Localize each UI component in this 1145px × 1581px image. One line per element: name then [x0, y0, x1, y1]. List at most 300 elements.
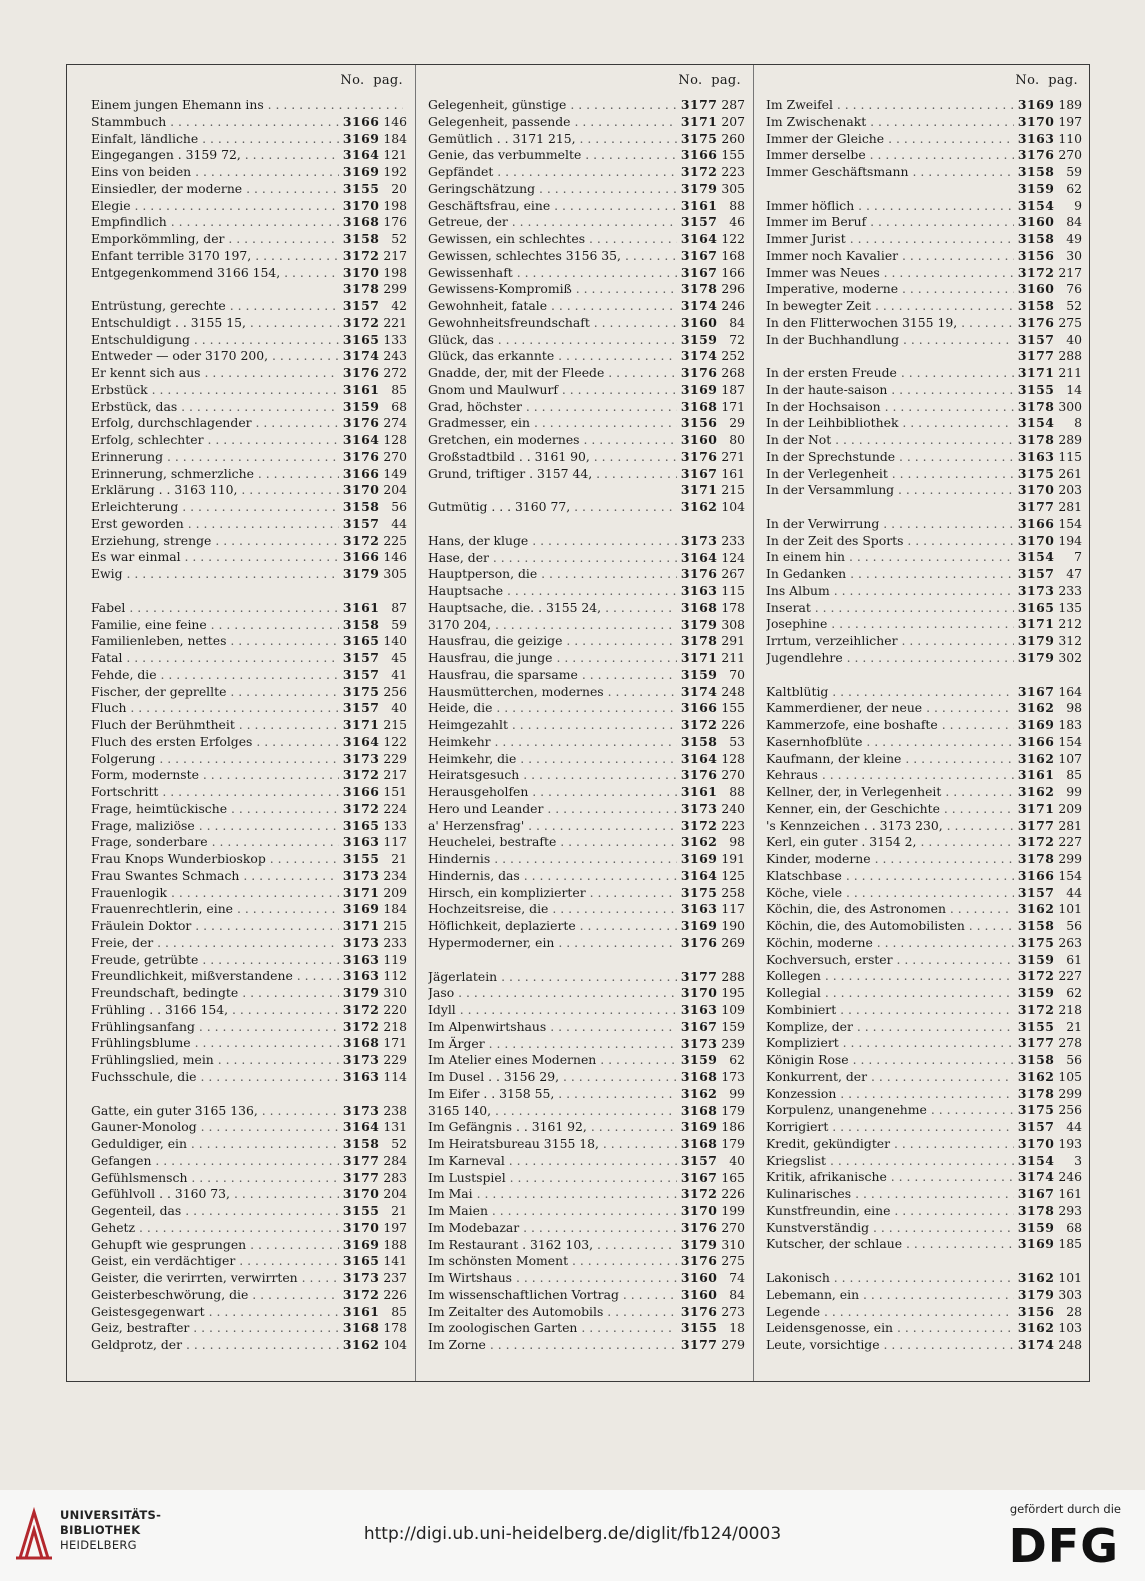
index-entry: [428, 1287, 745, 1304]
issue-number: 3164: [680, 549, 718, 565]
entry-reference: [677, 1320, 745, 1337]
entry-title: In der Sprechstunde . . .: [766, 449, 1014, 466]
entry-reference: [339, 181, 407, 198]
entry-title: Im Mai . . .: [428, 1186, 677, 1203]
page-number: 20: [379, 180, 407, 196]
entry-title: Immer noch Kavalier . . .: [766, 248, 1014, 265]
page-number: 193: [1054, 1135, 1082, 1151]
issue-number: 3176: [680, 566, 718, 582]
page-number: 179: [717, 1136, 745, 1151]
entry-reference: [677, 97, 745, 114]
entry-title: Fatal . . .: [91, 650, 339, 667]
index-entry: [91, 868, 407, 885]
library-name-line: BIBLIOTHEK: [60, 1523, 141, 1537]
entry-title: Einsiedler, der moderne . . .: [91, 181, 339, 198]
entry-reference: [677, 1136, 745, 1153]
index-entry: [766, 1220, 1082, 1237]
entry-title: Kombiniert . . .: [766, 1002, 1014, 1019]
page-number: 161: [1054, 1186, 1082, 1201]
index-entry: [428, 466, 745, 483]
entry-reference: [677, 734, 745, 751]
issue-number: 3179: [342, 566, 380, 581]
issue-number: 3171: [680, 113, 718, 129]
entry-reference: [677, 684, 745, 701]
entry-title: Frauenrechtlerin, eine . . .: [91, 901, 339, 918]
entry-reference: [1014, 566, 1082, 583]
issue-number: 3165: [342, 817, 380, 833]
index-entry: [766, 181, 1082, 198]
issue-number: 3159: [1017, 951, 1055, 967]
index-entry: [428, 248, 745, 265]
page-number: 267: [717, 566, 745, 582]
entry-reference: [677, 1203, 745, 1220]
page-number: 18: [717, 1320, 745, 1336]
entry-title: Immer Geschäftsmann . . .: [766, 164, 1014, 181]
index-entry: [91, 767, 407, 784]
entry-reference: [1014, 600, 1082, 617]
page-number: 272: [379, 365, 407, 380]
index-entry: [91, 885, 407, 902]
issue-number: 3173: [342, 934, 380, 950]
entry-reference: [1014, 1052, 1082, 1069]
entry-title: Hirsch, ein komplizierter . . .: [428, 885, 677, 902]
issue-number: 3172: [680, 817, 718, 833]
entry-reference: [339, 533, 407, 550]
entry-title: Gefangen . . .: [91, 1153, 339, 1170]
entry-title: Lebemann, ein . . .: [766, 1287, 1014, 1304]
index-entry: [766, 415, 1082, 432]
entry-reference: [1014, 516, 1082, 533]
entry-reference: [1014, 1337, 1082, 1354]
entry-reference: [1014, 533, 1082, 550]
issue-number: 3172: [342, 1001, 380, 1017]
issue-number: 3176: [680, 1219, 718, 1235]
page-number: 278: [1054, 1035, 1082, 1051]
entry-title: In einem hin . . .: [766, 549, 1014, 566]
page-number: 165: [717, 1169, 745, 1185]
entry-title: Ins Album . . .: [766, 583, 1014, 600]
index-entry: [766, 315, 1082, 332]
entry-title: Inserat . . .: [766, 600, 1014, 617]
entry-reference: [1014, 784, 1082, 801]
page-number: 46: [717, 214, 745, 230]
index-entry: [91, 281, 407, 298]
page-number: 56: [1054, 918, 1082, 933]
entry-title: Entschuldigt . . 3155 15, . . .: [91, 315, 339, 332]
page-number: 8: [1054, 415, 1082, 431]
page-number: 217: [379, 767, 407, 783]
page-number: 198: [379, 197, 407, 213]
entry-title: Hypermoderner, ein . . .: [428, 935, 677, 952]
issue-number: 3168: [680, 1069, 718, 1084]
page-number: 135: [1054, 599, 1082, 615]
page-number: 141: [379, 1253, 407, 1269]
index-entry: [91, 97, 407, 114]
entry-reference: [677, 969, 745, 986]
entry-title: Folgerung . . .: [91, 751, 339, 768]
issue-number: 3169: [680, 1119, 718, 1135]
index-entry: [91, 1170, 407, 1187]
entry-title: Erbstück . . .: [91, 382, 339, 399]
entry-reference: [339, 751, 407, 768]
index-entry: [428, 1170, 745, 1187]
page-number: 227: [1054, 834, 1082, 850]
page-number: 261: [1054, 465, 1082, 481]
entry-reference: [1014, 1019, 1082, 1036]
issue-number: 3177: [342, 1152, 380, 1168]
index-entry: [428, 600, 745, 617]
entry-reference: [1014, 432, 1082, 449]
page-number: 62: [1054, 985, 1082, 1000]
page-number: 199: [717, 1203, 745, 1218]
entry-title: Gutmütig . . . 3160 77, . . .: [428, 499, 677, 516]
entry-reference: [1014, 650, 1082, 667]
page-number: 125: [717, 867, 745, 883]
entry-title: Immer was Neues . . .: [766, 265, 1014, 282]
entry-reference: [677, 767, 745, 784]
index-entry: [428, 298, 745, 315]
index-entry: [766, 97, 1082, 114]
issue-number: 3174: [680, 348, 718, 364]
index-entry: [766, 583, 1082, 600]
entry-title: Grund, triftiger . 3157 44, . . .: [428, 466, 677, 483]
index-entry: [766, 1270, 1082, 1287]
index-entry: [91, 566, 407, 583]
entry-reference: [1014, 415, 1082, 432]
entry-title: Im Karneval . . .: [428, 1153, 677, 1170]
issue-number: 3158: [1017, 918, 1055, 933]
page-number: 225: [379, 532, 407, 548]
entry-reference: [677, 985, 745, 1002]
page-number: 171: [379, 1035, 407, 1051]
entry-title: Geschäftsfrau, eine . . .: [428, 198, 677, 215]
index-entry: [766, 633, 1082, 650]
entry-reference: [1014, 1119, 1082, 1136]
page-number: 85: [379, 381, 407, 397]
page-number: 237: [379, 1270, 407, 1285]
entry-reference: [677, 147, 745, 164]
page-number: 238: [379, 1102, 407, 1118]
issue-number: 3163: [680, 901, 718, 917]
entry-title: In der Versammlung . . .: [766, 482, 1014, 499]
page-number: 220: [379, 1001, 407, 1017]
entry-title: Erfolg, schlechter . . .: [91, 432, 339, 449]
entry-title: In der Zeit des Sports . . .: [766, 533, 1014, 550]
index-entry: [91, 968, 407, 985]
entry-title: Im Wirtshaus . . .: [428, 1270, 677, 1287]
entry-title: Kinder, moderne . . .: [766, 851, 1014, 868]
page-number: 215: [717, 482, 745, 498]
issue-number: 3165: [342, 331, 380, 347]
issue-number: 3172: [342, 767, 380, 783]
index-entry: [766, 1253, 1082, 1270]
index-entry: [91, 1119, 407, 1136]
entry-title: Gefühlvoll . . 3160 73, . . .: [91, 1186, 339, 1203]
entry-title: Form, modernste . . .: [91, 767, 339, 784]
index-entry: [766, 332, 1082, 349]
entry-reference: [339, 767, 407, 784]
issue-number: 3163: [680, 1002, 718, 1017]
issue-number: 3155: [1017, 381, 1055, 397]
entry-reference: [339, 700, 407, 717]
page-number: 246: [717, 298, 745, 313]
index-entry: [428, 734, 745, 751]
entry-reference: [1014, 583, 1082, 600]
issue-number: 3164: [680, 231, 718, 246]
index-entry: [428, 918, 745, 935]
page-number: 190: [717, 918, 745, 933]
entry-title: Kompliziert . . .: [766, 1035, 1014, 1052]
issue-number: 3177: [1017, 1035, 1055, 1051]
issue-number: 3162: [680, 1085, 718, 1101]
entry-title: Entgegenkommend 3166 154, . . .: [91, 265, 339, 282]
issue-number: 3171: [342, 918, 380, 933]
entry-title: Gehetz . . .: [91, 1220, 339, 1237]
index-entry: [91, 901, 407, 918]
issue-number: 3176: [680, 934, 718, 950]
issue-number: 3172: [342, 800, 380, 816]
page-number: 226: [717, 717, 745, 732]
entry-title: In der Not . . .: [766, 432, 1014, 449]
page-number: 44: [1054, 884, 1082, 900]
entry-title: Geiz, bestrafter . . .: [91, 1320, 339, 1337]
page-number: 52: [379, 1136, 407, 1151]
entry-title: Enfant terrible 3170 197, . . .: [91, 248, 339, 265]
entry-reference: [1014, 499, 1082, 516]
page-number: 284: [379, 1152, 407, 1168]
index-entry: [428, 801, 745, 818]
entry-title: Kunstverständig . . .: [766, 1220, 1014, 1237]
entry-reference: [339, 164, 407, 181]
page-number: 270: [717, 767, 745, 783]
index-entry: [91, 164, 407, 181]
index-entry: [91, 1103, 407, 1120]
issue-number: 3167: [680, 247, 718, 263]
index-entry: [766, 248, 1082, 265]
issue-number: 3172: [1017, 968, 1055, 984]
index-entry: [91, 1270, 407, 1287]
page-number: 44: [1054, 1119, 1082, 1134]
index-entry: [428, 717, 745, 734]
entry-reference: [1014, 131, 1082, 148]
issue-number: 3171: [680, 482, 718, 498]
issue-number: 3175: [342, 683, 380, 699]
entry-reference: [1014, 1320, 1082, 1337]
index-entry: [91, 801, 407, 818]
page-number: 121: [379, 147, 407, 163]
index-entry: [766, 1052, 1082, 1069]
entry-title: Grad, höchster . . .: [428, 399, 677, 416]
entry-title: Köchin, moderne . . .: [766, 935, 1014, 952]
page-number: 62: [1054, 180, 1082, 196]
index-entry: [766, 1169, 1082, 1186]
entry-reference: [1014, 818, 1082, 835]
issue-number: 3166: [680, 700, 718, 716]
index-entry: [428, 617, 745, 634]
issue-number: 3168: [680, 1102, 718, 1118]
issue-number: 3157: [1017, 566, 1055, 581]
index-entry: [428, 516, 745, 533]
page-number: 72: [717, 331, 745, 347]
index-entry: [766, 147, 1082, 164]
entry-reference: [677, 1052, 745, 1069]
issue-number: 3172: [342, 1018, 380, 1034]
entry-title: Im Modebazar . . .: [428, 1220, 677, 1237]
page-number: 68: [379, 398, 407, 414]
index-entry: [428, 365, 745, 382]
index-entry: [428, 1253, 745, 1270]
entry-reference: [677, 164, 745, 181]
page-number: 256: [1054, 1102, 1082, 1118]
index-entry: [428, 650, 745, 667]
entry-reference: [1014, 1186, 1082, 1203]
entry-reference: [339, 114, 407, 131]
issue-number: 3164: [680, 867, 718, 883]
entry-reference: [339, 1320, 407, 1337]
entry-reference: [677, 667, 745, 684]
entry-title: Immer derselbe . . .: [766, 147, 1014, 164]
page-number: 122: [717, 231, 745, 246]
entry-title: Kollegen . . .: [766, 968, 1014, 985]
entry-reference: [1014, 315, 1082, 332]
page-number: 122: [379, 733, 407, 749]
entry-title: Hausmütterchen, modernes . . .: [428, 684, 677, 701]
entry-title: In der haute-saison . . .: [766, 382, 1014, 399]
page-number: 239: [717, 1035, 745, 1051]
entry-reference: [1014, 1169, 1082, 1186]
issue-number: 3170: [680, 1203, 718, 1218]
entry-title: In der Verlegenheit . . .: [766, 466, 1014, 483]
index-entry: [428, 533, 745, 550]
page-number: 76: [1054, 281, 1082, 297]
index-entry: [766, 516, 1082, 533]
index-entry: [766, 751, 1082, 768]
index-entry: [428, 751, 745, 768]
entry-reference: [339, 868, 407, 885]
issue-number: 3160: [680, 314, 718, 330]
issue-number: 3162: [680, 499, 718, 514]
page-number: 29: [717, 415, 745, 431]
entry-reference: [1014, 399, 1082, 416]
index-entry: [766, 214, 1082, 231]
entry-reference: [1014, 348, 1082, 365]
entry-title: Im Heiratsbureau 3155 18, . . .: [428, 1136, 677, 1153]
index-entry: [91, 248, 407, 265]
entry-reference: [677, 415, 745, 432]
index-entry: [91, 1069, 407, 1086]
entry-title: Kerl, ein guter . 3154 2, . . .: [766, 834, 1014, 851]
page-number: 215: [379, 717, 407, 732]
issue-number: 3168: [342, 1320, 380, 1336]
issue-number: 3172: [1017, 834, 1055, 850]
issue-number: 3161: [680, 197, 718, 213]
issue-number: 3169: [680, 918, 718, 933]
entry-reference: [677, 700, 745, 717]
page-number: 131: [379, 1119, 407, 1135]
issue-number: 3177: [1017, 817, 1055, 833]
page-number: 114: [379, 1068, 407, 1084]
index-entry: [91, 382, 407, 399]
page-number: 184: [379, 901, 407, 917]
index-entry: [91, 415, 407, 432]
index-entry: [91, 432, 407, 449]
entry-title: Fluch der Berühmtheit . . .: [91, 717, 339, 734]
entry-title: Imperative, moderne . . .: [766, 281, 1014, 298]
issue-number: 3161: [680, 784, 718, 799]
entry-title: Hausfrau, die sparsame . . .: [428, 667, 677, 684]
issue-number: 3179: [1017, 649, 1055, 665]
page-number: 191: [717, 851, 745, 866]
index-entry: [766, 1035, 1082, 1052]
page-number: 44: [379, 515, 407, 531]
issue-number: 3161: [342, 381, 380, 397]
issue-number: 3154: [1017, 197, 1055, 213]
entry-title: Erklärung . . 3163 110, . . .: [91, 482, 339, 499]
index-entry: [428, 97, 745, 114]
entry-reference: [339, 1253, 407, 1270]
entry-reference: [677, 198, 745, 215]
issue-number: 3172: [680, 717, 718, 732]
page-number: 124: [717, 549, 745, 565]
page-number: 204: [379, 1186, 407, 1202]
entry-reference: [677, 181, 745, 198]
entry-reference: [677, 1287, 745, 1304]
issue-number: 3176: [680, 767, 718, 783]
entry-reference: [339, 885, 407, 902]
issue-number: 3162: [342, 1337, 380, 1352]
index-entry: [766, 918, 1082, 935]
entry-title: Fluch des ersten Erfolges . . .: [91, 734, 339, 751]
page-number: 300: [1054, 398, 1082, 414]
entry-reference: [339, 147, 407, 164]
index-entry: [428, 415, 745, 432]
page-number: 59: [379, 616, 407, 632]
page-number: 104: [717, 499, 745, 514]
index-entry: [91, 1153, 407, 1170]
entry-reference: [339, 332, 407, 349]
entry-reference: [339, 1304, 407, 1321]
page-number: 198: [379, 264, 407, 280]
page-number: 112: [379, 968, 407, 984]
issue-number: 3155: [680, 1320, 718, 1336]
index-entry: [428, 583, 745, 600]
entry-reference: [339, 1287, 407, 1304]
entry-title: Familienleben, nettes . . .: [91, 633, 339, 650]
entry-reference: [339, 1203, 407, 1220]
entry-reference: [1014, 198, 1082, 215]
issue-number: 3173: [342, 867, 380, 883]
page-number: 274: [379, 415, 407, 431]
issue-number: 3162: [680, 834, 718, 850]
page-number: 171: [717, 398, 745, 414]
index-entry: [766, 1086, 1082, 1103]
page-number: 281: [1054, 817, 1082, 833]
entry-title: Gewohnheit, fatale . . .: [428, 298, 677, 315]
index-entry: [428, 1119, 745, 1136]
issue-number: 3160: [680, 1286, 718, 1302]
issue-number: 3171: [680, 650, 718, 665]
issue-number: 3168: [680, 398, 718, 414]
issue-number: 3159: [1017, 180, 1055, 196]
page-number: 291: [717, 633, 745, 649]
page-number: 226: [717, 1186, 745, 1202]
index-entry: [91, 1253, 407, 1270]
permalink-url[interactable]: http://digi.ub.uni-heidelberg.de/diglit/fb124/0003: [363, 1524, 782, 1544]
entry-title: Fräulein Doktor . . .: [91, 918, 339, 935]
page-number: 192: [379, 164, 407, 179]
entry-reference: [1014, 734, 1082, 751]
issue-number: 3158: [680, 733, 718, 749]
